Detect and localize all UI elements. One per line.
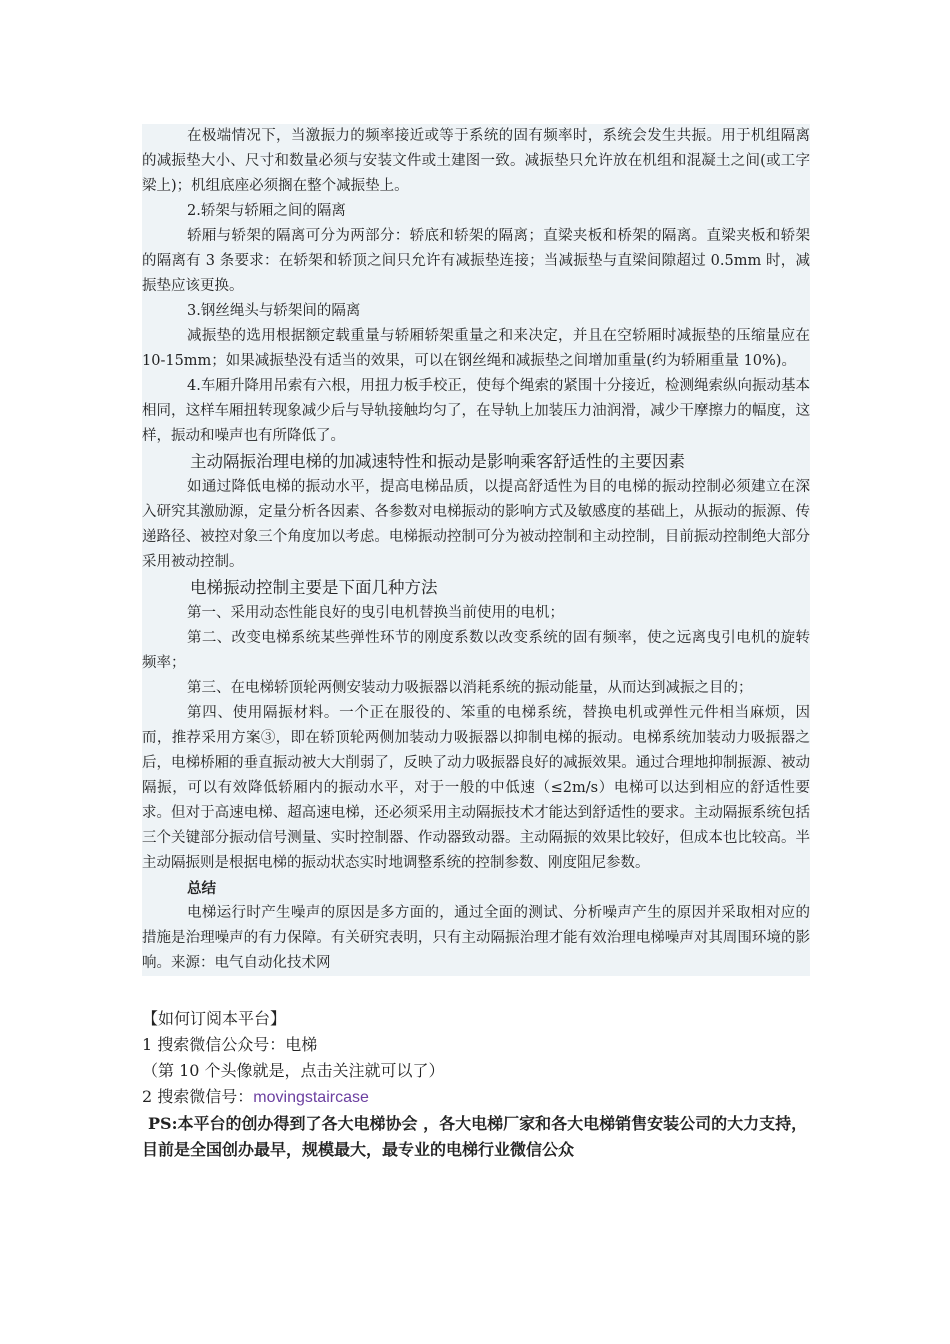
method-4: 第四、使用隔振材料。一个正在服役的、笨重的电梯系统，替换电机或弹性元件相当麻烦，因而，推荐采用方案③，即在轿顶轮两侧加装动力吸振器以抑制电梯的振动。电梯系统加装动力吸振器之后，电梯桥厢的垂直振动被大大削弱了，反映了动力吸振器良好的减振效果。通过合理地抑制振源、被动隔振，可以有效降低轿厢内的振动水平，对于一般的中低速（≤2m/s）电梯可以达到相应的舒适性要求。但对于高速电梯、超高速电梯，还必须采用主动隔振技术才能达到舒适性的要求。主动隔振系统包括三个关键部分振动信号测量、实时控制器、作动器致动器。主动隔振的效果比较好，但成本也比较高。半主动隔振则是根据电梯的振动状态实时地调整系统的控制参数、刚度阻尼参数。: [142, 701, 810, 876]
subscribe-step-2: [142, 1084, 810, 1111]
paragraph-vibration-control: 如通过降低电梯的振动水平，提高电梯品质，以提高舒适性为目的电梯的振动控制必须建立在深入研究其激励源，定量分析各因素、各参数对电梯振动的影响方式及敏感度的基础上，从振动的振源、传递路径、被控对象三个角度加以考虑。电梯振动控制可分为被动控制和主动控制，目前振动控制绝大部分采用被动控制。: [142, 475, 810, 575]
heading-rope-isolation: 3.钢丝绳头与轿架间的隔离: [142, 299, 810, 324]
subscribe-section: [142, 1006, 810, 1163]
paragraph-hoist-ropes: 4.车厢升降用吊索有六根，用扭力板手校正，使每个绳索的紧围十分接近，检测绳索纵向振动基本相同，这样车厢扭转现象减少后与导轨接触均匀了，在导轨上加装压力油润滑，减少干摩擦力的幅度，这样，振动和噪声也有所降低了。: [142, 374, 810, 449]
subscribe-step-1: 1 搜索微信公众号：电梯: [142, 1035, 318, 1054]
paragraph-resonance: 在极端情况下，当激振力的频率接近或等于系统的固有频率时，系统会发生共振。用于机组隔离的减振垫大小、尺寸和数量必须与安装文件或土建图一致。减振垫只允许放在机组和混凝土之间(或工字梁上)；机组底座必须搁在整个减振垫上。: [142, 124, 810, 199]
method-2: 第二、改变电梯系统某些弹性环节的刚度系数以改变系统的固有频率，使之远离曳引电机的旋转频率；: [142, 626, 810, 676]
summary-title: 总结: [142, 876, 810, 901]
ps-note: PS:本平台的创办得到了各大电梯协会 ，各大电梯厂家和各大电梯销售安装公司的大力支持， 目前是全国创办最早，规模最大，最专业的电梯行业微信公众: [142, 1114, 808, 1159]
subscribe-step-1-note: （第 10 个头像就是，点击关注就可以了）: [142, 1061, 445, 1080]
summary-paragraph: 电梯运行时产生噪声的原因是多方面的，通过全面的测试、分析噪声产生的原因并采取相对应的措施是治理噪声的有力保障。有关研究表明，只有主动隔振治理才能有效治理电梯噪声对其周围环境的影响。来源：电气自动化技术网: [142, 901, 810, 976]
method-3: 第三、在电梯轿顶轮两侧安装动力吸振器以消耗系统的振动能量，从而达到减振之目的；: [142, 676, 810, 701]
heading-control-methods: 电梯振动控制主要是下面几种方法: [142, 575, 810, 601]
wechat-id: movingstaircase: [253, 1089, 369, 1106]
subscribe-step-2-label: 2 搜索微信号：: [142, 1087, 254, 1106]
heading-active-isolation: 主动隔振治理电梯的加减速特性和振动是影响乘客舒适性的主要因素: [142, 449, 810, 475]
document-page: [142, 124, 810, 1163]
method-1: 第一、采用动态性能良好的曳引电机替换当前使用的电机；: [142, 601, 810, 626]
subscribe-title: 【如何订阅本平台】: [142, 1009, 287, 1028]
heading-car-frame-isolation: 2.轿架与轿厢之间的隔离: [142, 199, 810, 224]
paragraph-car-frame-isolation: 轿厢与轿架的隔离可分为两部分：轿底和轿架的隔离；直梁夹板和桥架的隔离。直梁夹板和轿架的隔离有 3 条要求：在轿架和轿顶之间只允许有减振垫连接；当减振垫与直梁间隙超过 0.5mm 时，减振垫应该更换。: [142, 224, 810, 299]
paragraph-rope-isolation: 减振垫的选用根据额定载重量与轿厢轿架重量之和来决定，并且在空轿厢时减振垫的压缩量应在 10-15mm；如果减振垫没有适当的效果，可以在钢丝绳和减振垫之间增加重量(约为轿厢重量 10%)。: [142, 324, 810, 374]
